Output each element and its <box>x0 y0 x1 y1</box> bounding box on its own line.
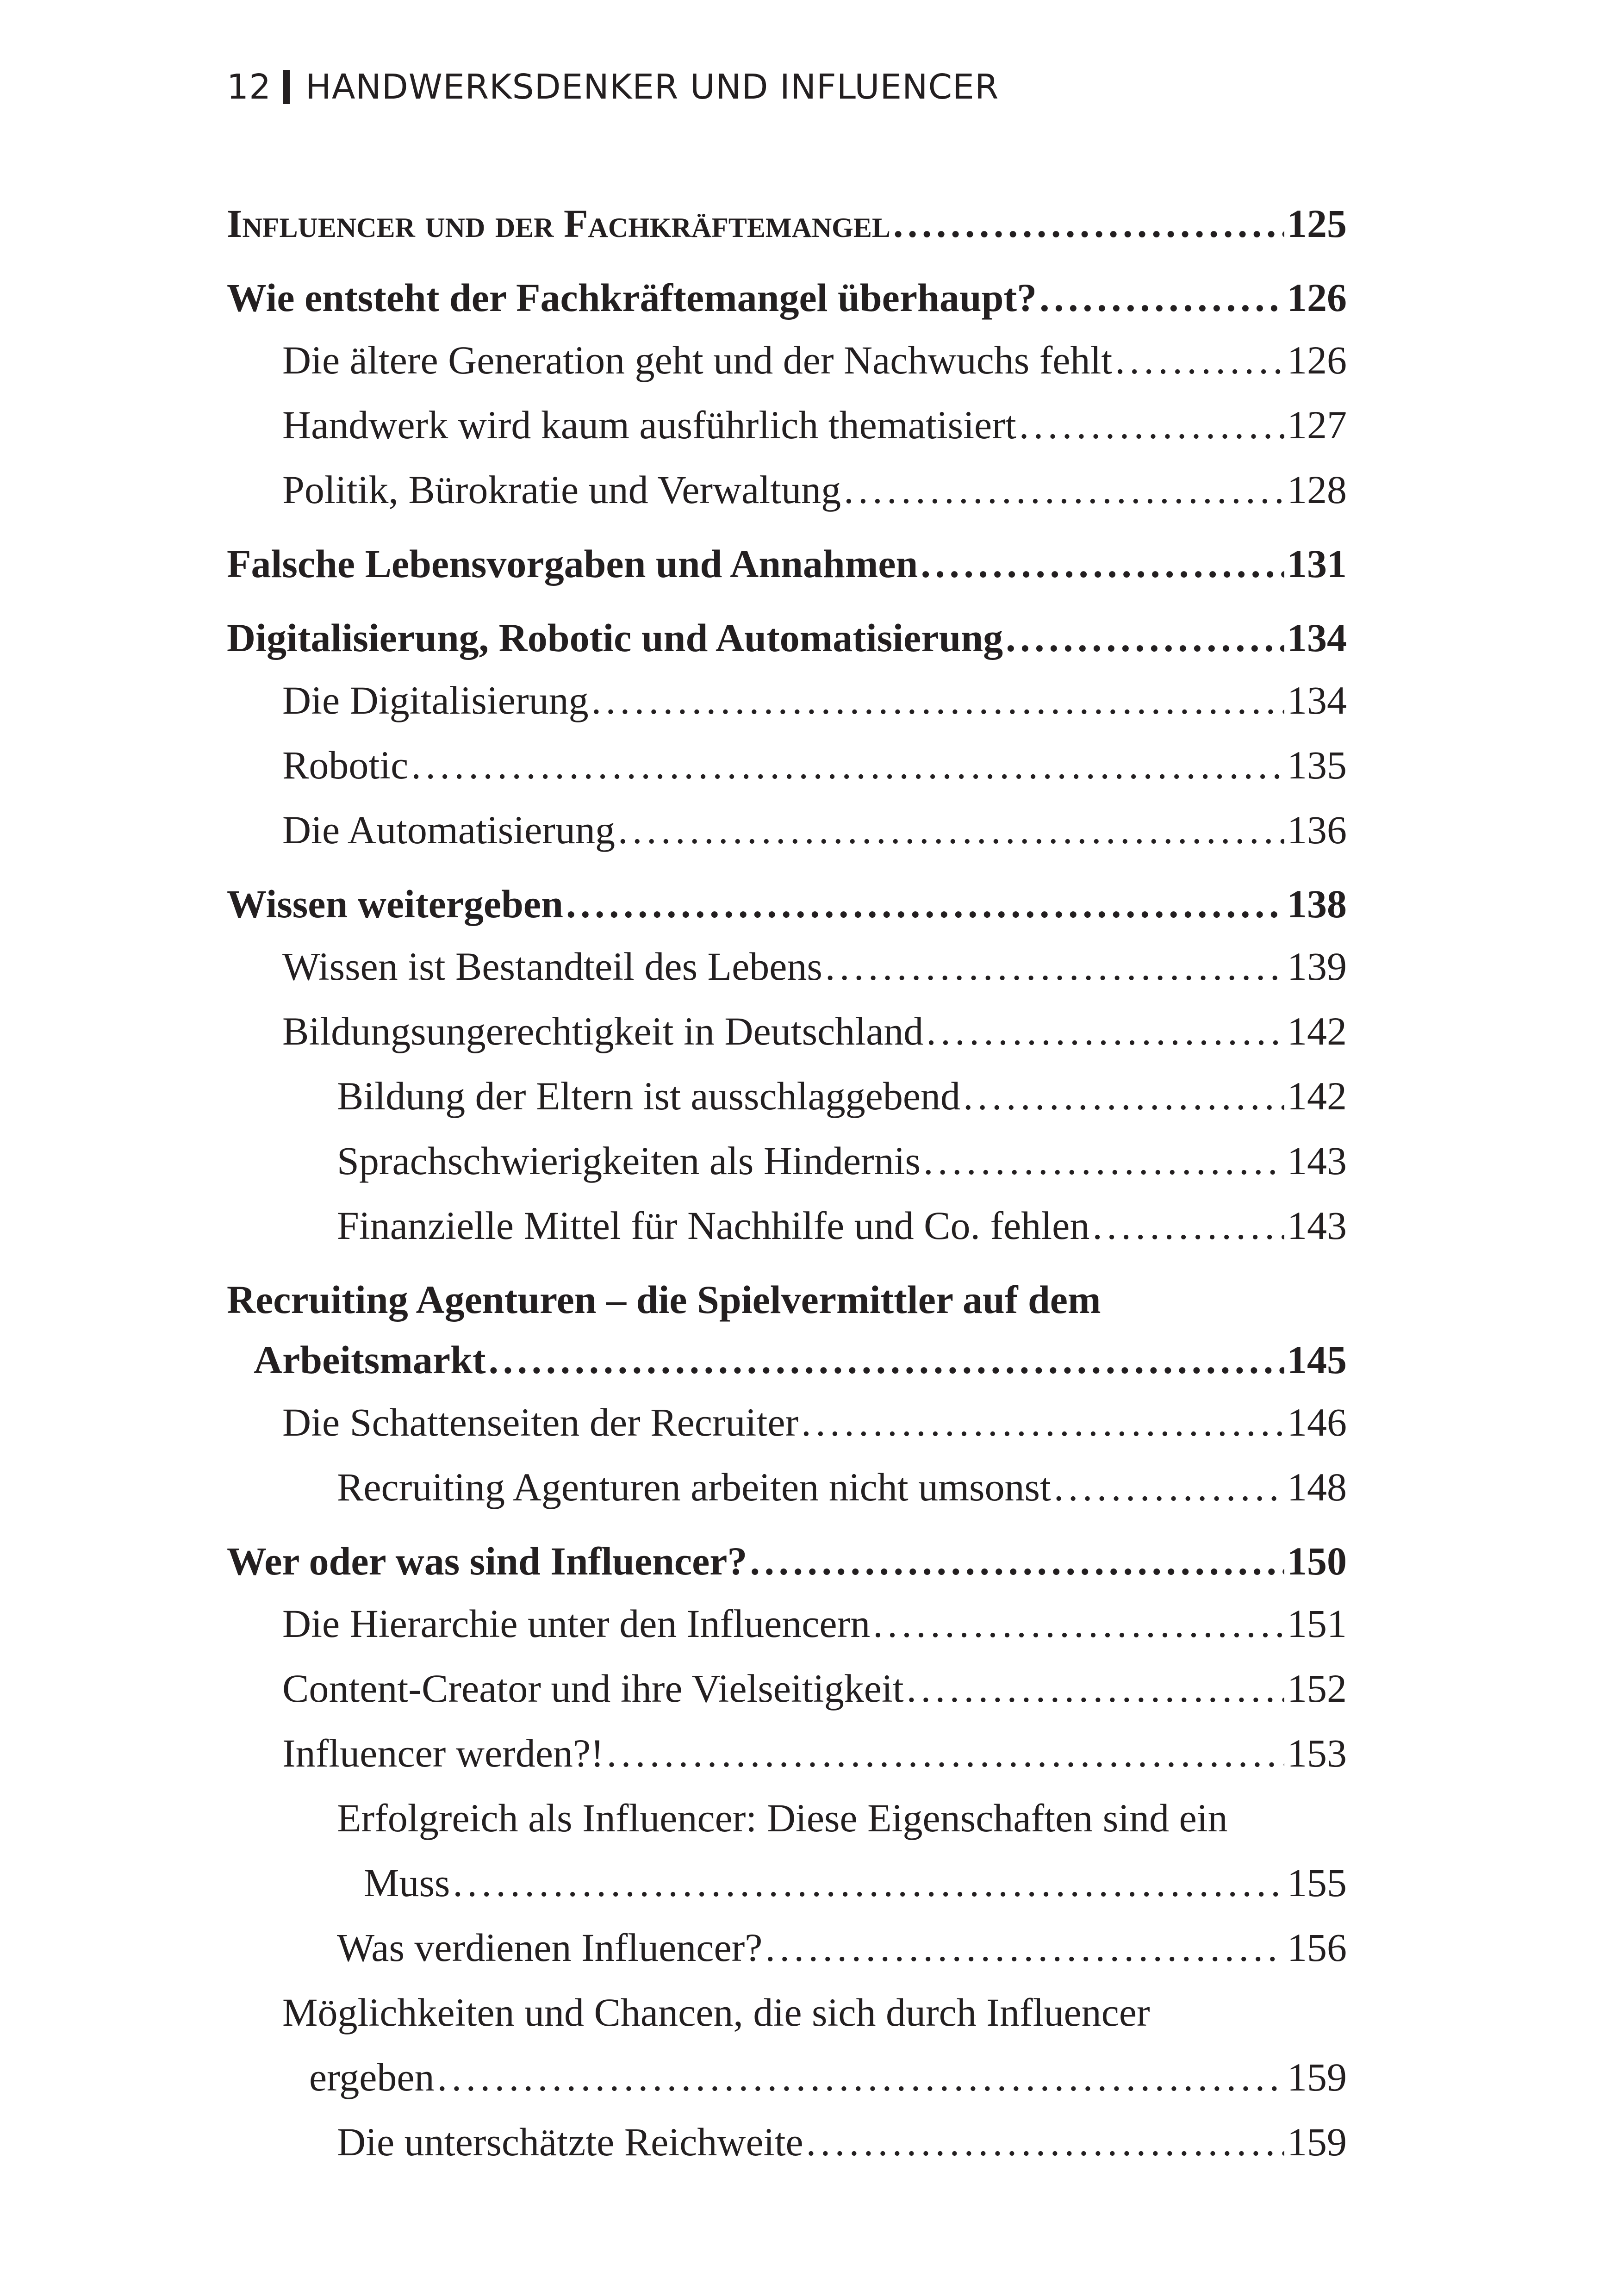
dot-leader <box>926 1001 1284 1061</box>
dot-leader <box>844 460 1284 520</box>
toc-entry-title: Finanzielle Mittel für Nachhilfe und Co. fehlen <box>337 1203 1090 1248</box>
toc-entry-page: 146 <box>1287 1400 1347 1444</box>
toc-entry-title-line2: ergeben <box>309 2055 435 2099</box>
dot-leader <box>1092 1195 1284 1256</box>
toc-entry-subsubsection[interactable] <box>0 1195 1618 1256</box>
separator-bar <box>283 70 290 104</box>
toc-entry-section[interactable] <box>0 1269 1618 1330</box>
toc-entry-page: 126 <box>1287 338 1347 382</box>
dot-leader <box>411 735 1284 795</box>
toc-entry-page: 150 <box>1287 1539 1347 1583</box>
toc-entry-page: 153 <box>1287 1731 1347 1775</box>
dot-leader <box>1054 1457 1284 1517</box>
toc-entry-subsection[interactable] <box>0 1392 1618 1452</box>
toc-entry-title-line2: Arbeitsmarkt <box>254 1338 486 1382</box>
toc-entry-title: Content-Creator und ihre Vielseitigkeit <box>282 1666 904 1711</box>
toc-entry-subsection[interactable] <box>0 936 1618 996</box>
dot-leader <box>591 670 1284 730</box>
toc-entry-title: Wissen weitergeben <box>227 882 563 926</box>
toc-entry-title: Die Digitalisierung <box>282 678 589 722</box>
toc-entry-subsection[interactable] <box>0 460 1618 520</box>
dot-leader <box>907 1658 1284 1718</box>
toc-entry-subsection[interactable] <box>0 330 1618 390</box>
toc-entry-page: 136 <box>1287 808 1347 852</box>
toc-entry-subsubsection[interactable] <box>0 1788 1618 1848</box>
toc-entry-subsubsection[interactable] <box>0 1131 1618 1191</box>
toc-entry-title-line1: Recruiting Agenturen – die Spielvermittler auf dem <box>227 1277 1101 1322</box>
running-head-title: HANDWERKSDENKER UND INFLUENCER <box>305 67 999 107</box>
toc-entry-subsection[interactable] <box>0 395 1618 455</box>
dot-leader <box>453 1853 1284 1913</box>
toc-entry-title: Influencer und der Fachkräftemangel <box>227 201 890 246</box>
toc-entry-title: Wie entsteht der Fachkräftemangel überhaupt? <box>227 275 1037 320</box>
toc-entry-subsection[interactable] <box>0 800 1618 860</box>
dot-leader <box>963 1066 1284 1126</box>
toc-entry-subsection[interactable] <box>0 1658 1618 1718</box>
toc-entry-title: Sprachschwierigkeiten als Hindernis <box>337 1139 921 1183</box>
toc-entry-subsubsection[interactable] <box>0 1457 1618 1517</box>
toc-entry-page: 125 <box>1287 201 1347 246</box>
toc-entry-page: 134 <box>1287 616 1347 660</box>
dot-leader <box>607 1723 1284 1783</box>
dot-leader <box>1006 608 1284 668</box>
toc-entry-subsubsection-continuation[interactable] <box>0 1853 1618 1913</box>
dot-leader <box>750 1531 1284 1591</box>
dot-leader <box>893 193 1284 254</box>
toc-entry-page: 139 <box>1287 944 1347 989</box>
dot-leader <box>618 800 1284 860</box>
toc-entry-title: Die Schattenseiten der Recruiter <box>282 1400 799 1444</box>
toc-entry-title: Influencer werden?! <box>282 1731 604 1775</box>
toc-entry-page: 159 <box>1287 2055 1347 2099</box>
toc-entry-page: 142 <box>1287 1074 1347 1118</box>
toc-entry-page: 151 <box>1287 1601 1347 1646</box>
toc-entry-title: Die ältere Generation geht und der Nachwuchs fehlt <box>282 338 1113 382</box>
toc-entry-section[interactable] <box>0 534 1618 594</box>
toc-entry-subsection[interactable] <box>0 1723 1618 1783</box>
toc-entry-section[interactable] <box>0 1531 1618 1591</box>
dot-leader <box>921 534 1284 594</box>
toc-entry-page: 135 <box>1287 743 1347 787</box>
toc-entry-page: 148 <box>1287 1465 1347 1509</box>
toc-entry-page: 138 <box>1287 882 1347 926</box>
toc-entry-title: Bildungsungerechtigkeit in Deutschland <box>282 1009 924 1053</box>
toc-entry-subsection[interactable] <box>0 670 1618 730</box>
dot-leader <box>825 936 1284 996</box>
toc-entry-page: 134 <box>1287 678 1347 722</box>
toc-entry-page: 145 <box>1287 1338 1347 1382</box>
toc-entry-title: Falsche Lebensvorgaben und Annahmen <box>227 541 918 586</box>
toc-entry-title: Robotic <box>282 743 409 787</box>
dot-leader <box>437 2047 1284 2107</box>
toc-entry-page: 127 <box>1287 403 1347 447</box>
toc-entry-title: Politik, Bürokratie und Verwaltung <box>282 467 841 512</box>
toc-entry-page: 131 <box>1287 541 1347 586</box>
toc-entry-section[interactable] <box>0 268 1618 328</box>
toc-entry-subsection[interactable] <box>0 1982 1618 2042</box>
toc-entry-title: Wissen ist Bestandteil des Lebens <box>282 944 822 989</box>
dot-leader <box>873 1593 1284 1654</box>
dot-leader <box>489 1330 1284 1390</box>
toc-entry-page: 126 <box>1287 275 1347 320</box>
toc-entry-title: Die Automatisierung <box>282 808 615 852</box>
toc-entry-page: 128 <box>1287 467 1347 512</box>
toc-entry-subsubsection[interactable] <box>0 1917 1618 1978</box>
toc-entry-subsection[interactable] <box>0 735 1618 795</box>
toc-entry-subsubsection[interactable] <box>0 1066 1618 1126</box>
toc-entry-page: 155 <box>1287 1860 1347 1905</box>
toc-entry-section[interactable] <box>0 874 1618 934</box>
dot-leader <box>1115 330 1284 390</box>
dot-leader <box>1019 395 1284 455</box>
toc-entry-subsection-continuation[interactable] <box>0 2047 1618 2107</box>
toc-entry-page: 152 <box>1287 1666 1347 1711</box>
toc-entry-title: Was verdienen Influencer? <box>337 1925 763 1970</box>
toc-entry-page: 143 <box>1287 1203 1347 1248</box>
dot-leader <box>1039 268 1284 328</box>
toc-entry-title: Wer oder was sind Influencer? <box>227 1539 747 1583</box>
toc-entry-page: 159 <box>1287 2120 1347 2164</box>
page-number: 12 <box>227 67 272 107</box>
toc-entry-title: Digitalisierung, Robotic und Automatisierung <box>227 616 1003 660</box>
running-head <box>227 59 999 115</box>
dot-leader <box>765 1917 1284 1978</box>
toc-entry-subsection[interactable] <box>0 1593 1618 1654</box>
toc-entry-title: Die Hierarchie unter den Influencern <box>282 1601 871 1646</box>
toc-entry-page: 156 <box>1287 1925 1347 1970</box>
toc-entry-section[interactable] <box>0 608 1618 668</box>
toc-entry-subsection[interactable] <box>0 1001 1618 1061</box>
toc-entry-title-line1: Erfolgreich als Influencer: Diese Eigenschaften sind ein <box>337 1796 1228 1840</box>
dot-leader <box>923 1131 1284 1191</box>
toc-entry-title: Die unterschätzte Reichweite <box>337 2120 803 2164</box>
toc-entry-title: Recruiting Agenturen arbeiten nicht umsonst <box>337 1465 1051 1509</box>
toc-entry-title-line2: Muss <box>364 1860 450 1905</box>
toc-entry-section-continuation[interactable] <box>0 1330 1618 1390</box>
toc-entry-chapter[interactable] <box>0 193 1618 254</box>
toc-entry-title: Handwerk wird kaum ausführlich thematisiert <box>282 403 1016 447</box>
dot-leader <box>801 1392 1284 1452</box>
toc-entry-page: 143 <box>1287 1139 1347 1183</box>
toc-entry-title-line1: Möglichkeiten und Chancen, die sich durch Influencer <box>282 1990 1150 2035</box>
dot-leader <box>806 2112 1284 2172</box>
toc-entry-title: Bildung der Eltern ist ausschlaggebend <box>337 1074 961 1118</box>
dot-leader <box>566 874 1284 934</box>
toc-entry-page: 142 <box>1287 1009 1347 1053</box>
toc-entry-subsubsection[interactable] <box>0 2112 1618 2172</box>
